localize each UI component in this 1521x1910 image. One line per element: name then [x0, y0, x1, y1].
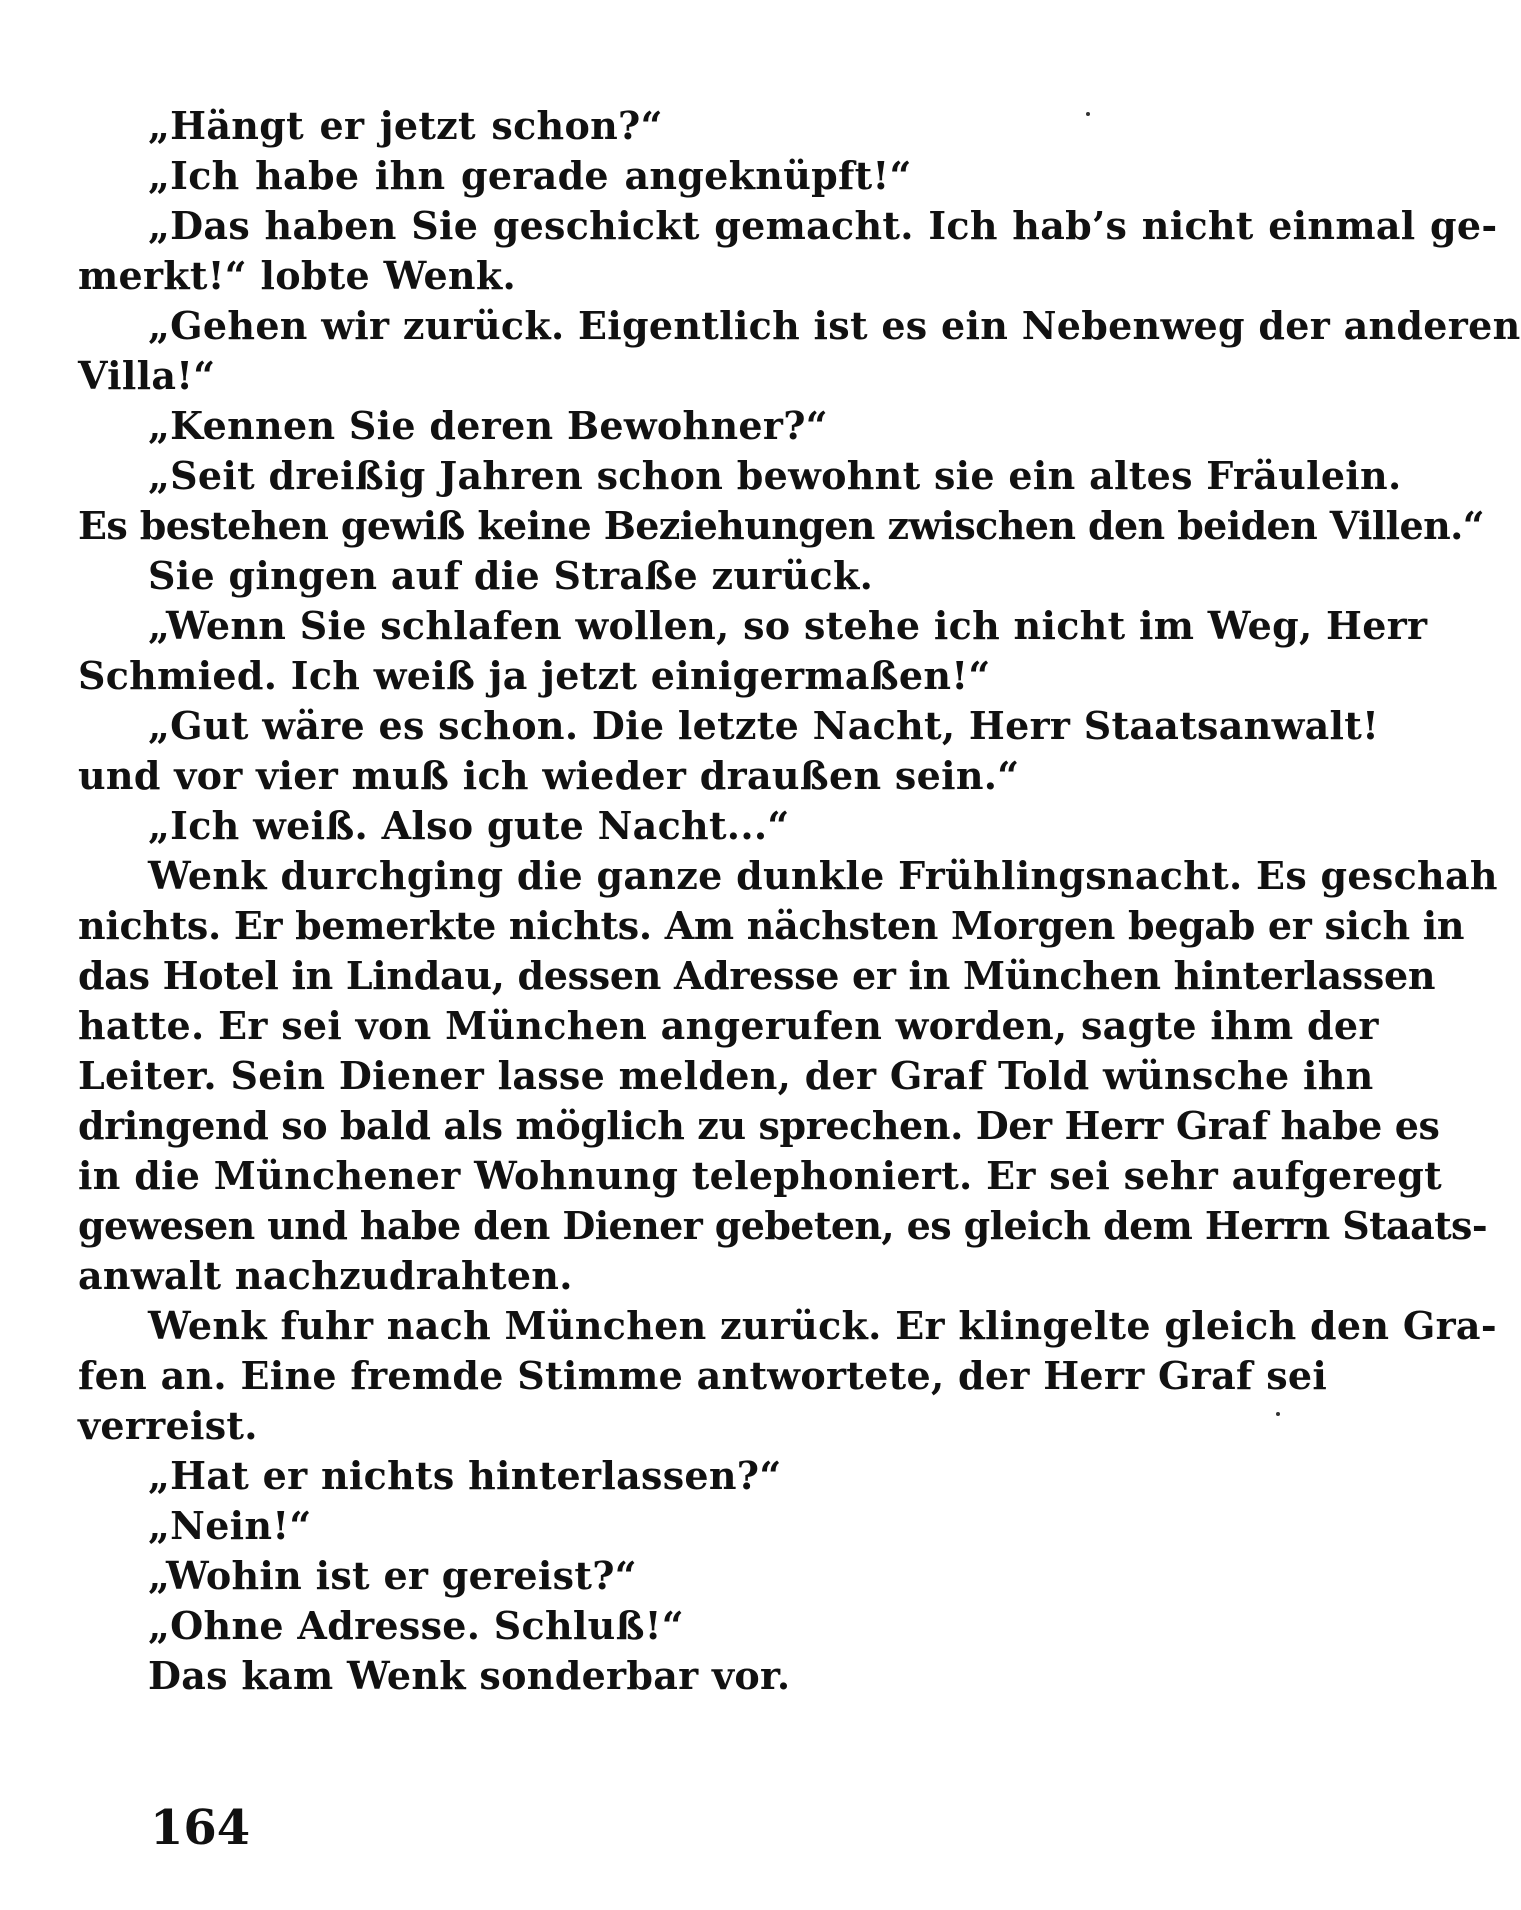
print-speck	[1276, 1412, 1280, 1416]
text-line: Wenk fuhr nach München zurück. Er klingelte gleich den Gra-	[148, 1303, 1497, 1348]
text-line: „Ich weiß. Also gute Nacht...“	[148, 803, 790, 848]
text-line: „Hängt er jetzt schon?“	[148, 103, 663, 148]
text-line: das Hotel in Lindau, dessen Adresse er in München hinterlassen	[78, 953, 1436, 998]
text-line: „Ohne Adresse. Schluß!“	[148, 1603, 684, 1648]
text-line: anwalt nachzudrahten.	[78, 1253, 573, 1298]
text-line: „Wohin ist er gereist?“	[148, 1553, 637, 1598]
text-line: „Wenn Sie schlafen wollen, so stehe ich nicht im Weg, Herr	[148, 603, 1428, 648]
text-line: „Gut wäre es schon. Die letzte Nacht, Herr Staatsanwalt!	[148, 703, 1380, 748]
text-line: Schmied. Ich weiß ja jetzt einigermaßen!“	[78, 653, 991, 698]
text-line: dringend so bald als möglich zu sprechen. Der Herr Graf habe es	[78, 1103, 1440, 1148]
text-line: „Ich habe ihn gerade angeknüpft!“	[148, 153, 912, 198]
text-line: Wenk durchging die ganze dunkle Frühlingsnacht. Es geschah	[148, 853, 1498, 898]
text-line: nichts. Er bemerkte nichts. Am nächsten Morgen begab er sich in	[78, 903, 1465, 948]
text-line: gewesen und habe den Diener gebeten, es gleich dem Herrn Staats-	[78, 1203, 1488, 1248]
text-line: merkt!“ lobte Wenk.	[78, 253, 517, 298]
text-line: „Seit dreißig Jahren schon bewohnt sie ein altes Fräulein.	[148, 453, 1402, 498]
text-line: verreist.	[78, 1403, 258, 1448]
page-number: 164	[150, 1800, 251, 1856]
text-line: hatte. Er sei von München angerufen worden, sagte ihm der	[78, 1003, 1379, 1048]
text-line: Villa!“	[78, 353, 216, 398]
text-line: „Das haben Sie geschickt gemacht. Ich hab’s nicht einmal ge-	[148, 203, 1498, 248]
text-line: „Hat er nichts hinterlassen?“	[148, 1453, 782, 1498]
text-line: „Nein!“	[148, 1503, 312, 1548]
text-line: und vor vier muß ich wieder draußen sein.“	[78, 753, 1020, 798]
text-line: Leiter. Sein Diener lasse melden, der Graf Told wünsche ihn	[78, 1053, 1374, 1098]
text-line: „Gehen wir zurück. Eigentlich ist es ein Nebenweg der anderen	[148, 303, 1521, 348]
text-line: fen an. Eine fremde Stimme antwortete, der Herr Graf sei	[78, 1353, 1328, 1398]
text-line: Sie gingen auf die Straße zurück.	[148, 553, 874, 598]
print-speck	[1086, 112, 1090, 116]
text-line: Das kam Wenk sonderbar vor.	[148, 1653, 791, 1698]
text-line: „Kennen Sie deren Bewohner?“	[148, 403, 828, 448]
text-line: in die Münchener Wohnung telephoniert. Er sei sehr aufgeregt	[78, 1153, 1442, 1198]
text-line: Es bestehen gewiß keine Beziehungen zwischen den beiden Villen.“	[78, 503, 1484, 548]
